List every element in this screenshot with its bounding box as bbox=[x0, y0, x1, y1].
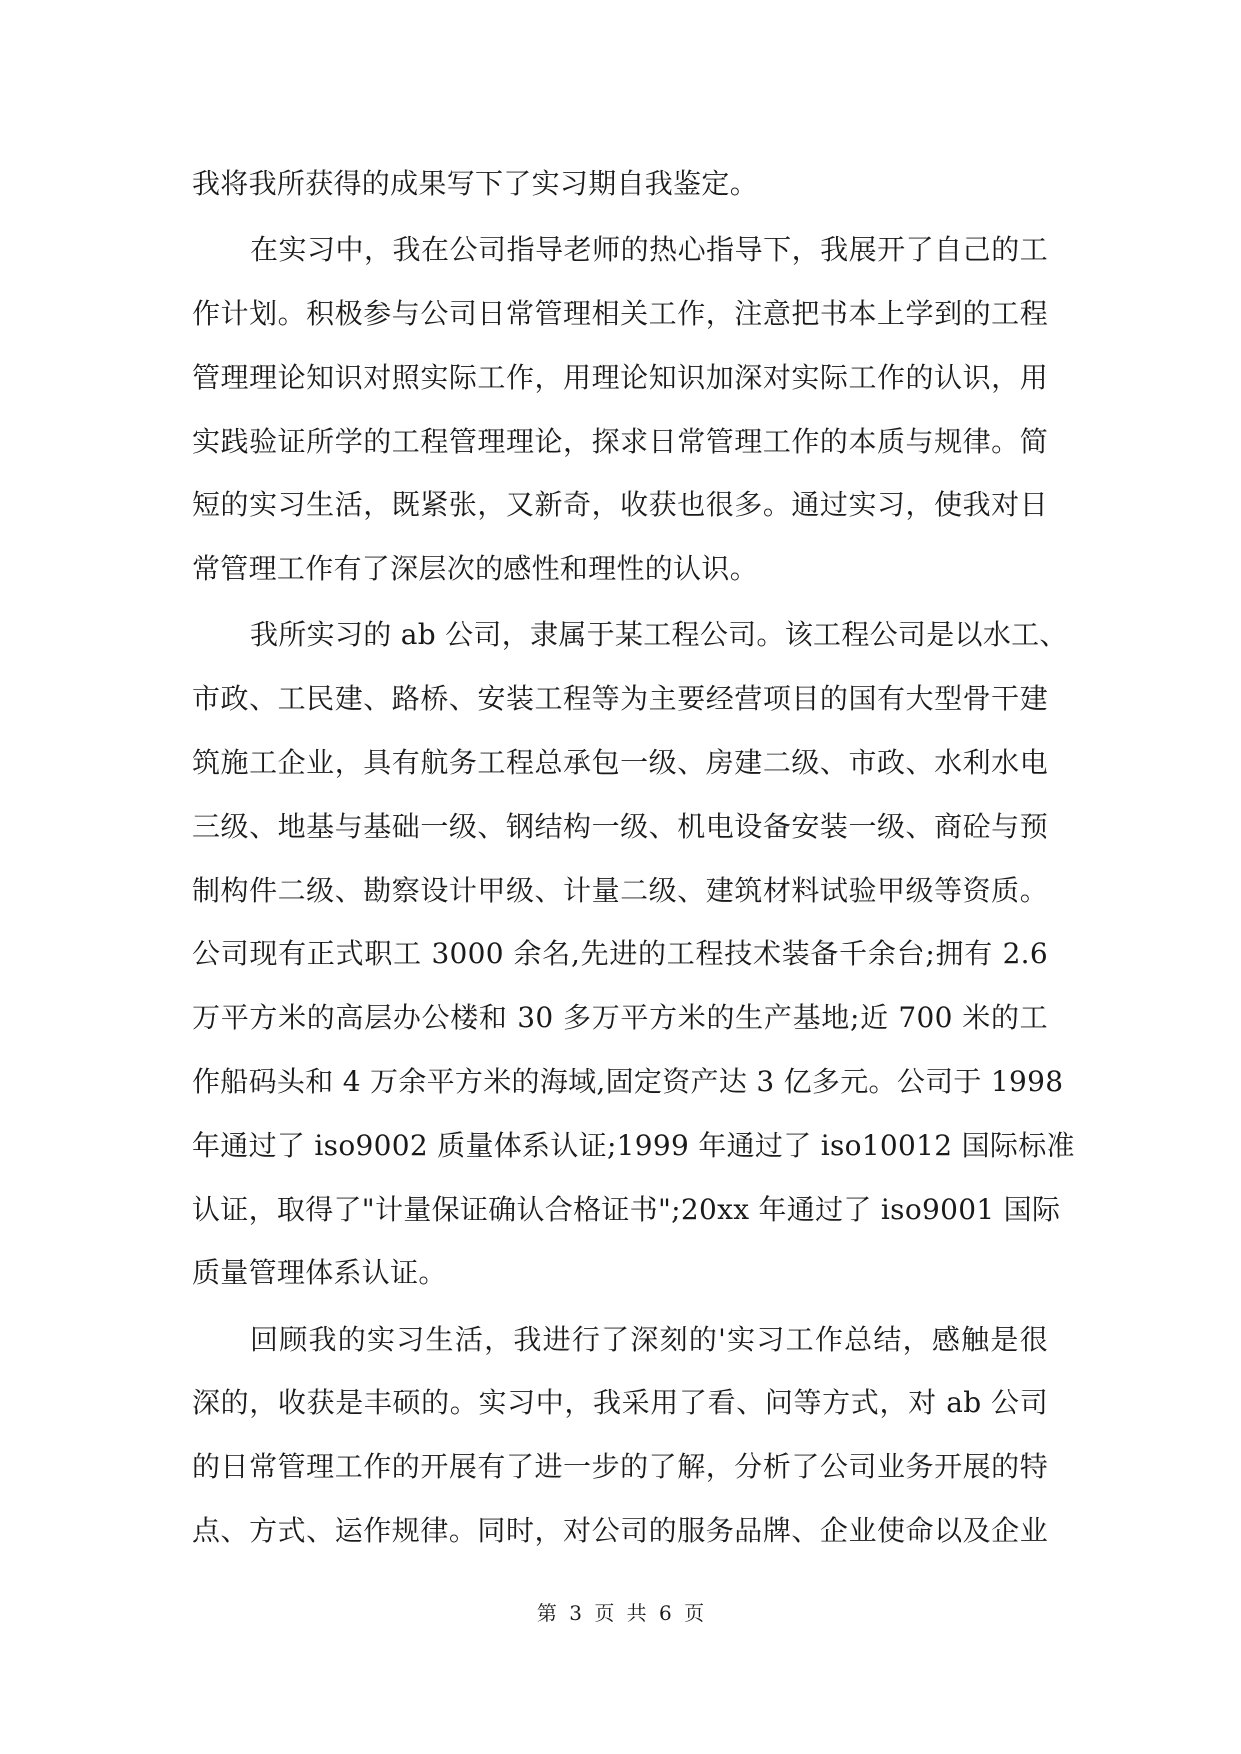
text-line: 深的，收获是丰硕的。实习中，我采用了看、问等方式，对 ab 公司 bbox=[192, 1386, 1048, 1420]
text-line: 公司现有正式职工 3000 余名,先进的工程技术装备千余台;拥有 2.6 bbox=[192, 937, 1048, 971]
text-line: 作船码头和 4 万余平方米的海域,固定资产达 3 亿多元。公司于 1998 bbox=[192, 1064, 1064, 1098]
text-line: 实践验证所学的工程管理理论，探求日常管理工作的本质与规律。简 bbox=[192, 424, 1048, 458]
text-line: 我所实习的 ab 公司，隶属于某工程公司。该工程公司是以水工、 bbox=[250, 618, 1068, 652]
text-line: 作计划。积极参与公司日常管理相关工作，注意把书本上学到的工程 bbox=[192, 296, 1048, 330]
text-line: 的日常管理工作的开展有了进一步的了解，分析了公司业务开展的特 bbox=[192, 1450, 1048, 1484]
text-line: 点、方式、运作规律。同时，对公司的服务品牌、企业使命以及企业 bbox=[192, 1513, 1048, 1547]
text-line: 常管理工作有了深层次的感性和理性的认识。 bbox=[192, 552, 759, 586]
paragraph bbox=[192, 1308, 1048, 1563]
text-line: 市政、工民建、路桥、安装工程等为主要经营项目的国有大型骨干建 bbox=[192, 682, 1048, 716]
text-line: 认证，取得了"计量保证确认合格证书";20xx 年通过了 iso9001 国际 bbox=[192, 1192, 1061, 1226]
document-body bbox=[192, 152, 1075, 1565]
page-footer: 第 3 页 共 6 页 bbox=[536, 1601, 705, 1625]
text-line: 三级、地基与基础一级、钢结构一级、机电设备安装一级、商砼与预 bbox=[192, 809, 1048, 843]
text-line: 在实习中，我在公司指导老师的热心指导下，我展开了自己的工 bbox=[250, 233, 1048, 267]
text-line: 管理理论知识对照实际工作，用理论知识加深对实际工作的认识，用 bbox=[192, 360, 1048, 394]
paragraph bbox=[192, 603, 1075, 1305]
text-line: 回顾我的实习生活，我进行了深刻的'实习工作总结，感触是很 bbox=[250, 1322, 1048, 1356]
paragraph bbox=[192, 152, 1048, 216]
paragraph bbox=[192, 218, 1048, 601]
text-line: 制构件二级、勘察设计甲级、计量二级、建筑材料试验甲级等资质。 bbox=[192, 873, 1048, 907]
text-line: 万平方米的高层办公楼和 30 多万平方米的生产基地;近 700 米的工 bbox=[192, 1001, 1048, 1035]
text-line: 质量管理体系认证。 bbox=[192, 1256, 447, 1290]
text-line: 年通过了 iso9002 质量体系认证;1999 年通过了 iso10012 国际标准 bbox=[192, 1128, 1075, 1162]
text-line: 短的实习生活，既紧张，又新奇，收获也很多。通过实习，使我对日 bbox=[192, 488, 1048, 522]
text-line: 筑施工企业，具有航务工程总承包一级、房建二级、市政、水利水电 bbox=[192, 745, 1048, 779]
text-line: 我将我所获得的成果写下了实习期自我鉴定。 bbox=[192, 167, 759, 200]
